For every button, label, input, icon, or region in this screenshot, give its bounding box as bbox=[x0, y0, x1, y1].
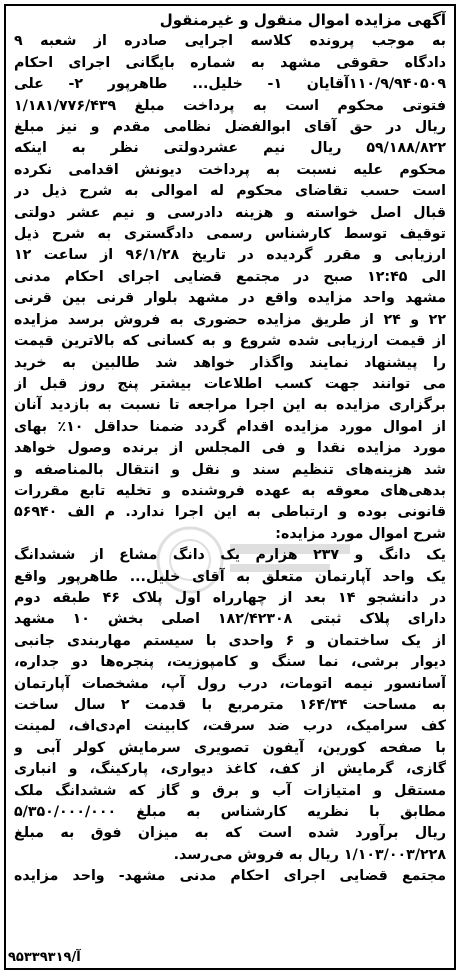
notice-signature: مجتمع قضایی اجرای احکام مدنی مشهد- واحد مزایده bbox=[14, 868, 446, 885]
auction-notice bbox=[4, 4, 456, 970]
notice-line: در دانشجو ۱۴ بعد از چهارراه اول پلاک ۴۶ طبقه دوم bbox=[14, 589, 446, 606]
notice-line: ۲۲ و ۲۴ از طریق مزایده حضوری به فروش برسد مزایده bbox=[14, 311, 446, 328]
notice-line: شد هزینه‌های تنظیم سند و نقل و انتقال بالمناصفه و bbox=[14, 461, 446, 478]
notice-line: آسانسور نیمه اتومات، درب رول آپ، مشخصات آپارتمان bbox=[14, 675, 446, 692]
notice-line: یک واحد آپارتمان متعلق به آقای خلیل... طاهرپور واقع bbox=[14, 568, 446, 585]
notice-title: آگهی مزایده اموال منقول و غیرمنقول bbox=[159, 11, 446, 29]
notice-line: از قیمت ارزیابی شده شروع و به کسانی که بالاترین قیمت bbox=[14, 333, 446, 350]
notice-line: مطابق با نظریه کارشناس به مبلغ ۵/۳۵۰/۰۰۰/۰۰۰ bbox=[14, 804, 446, 821]
notice-line: بدهی‌های معوقه به عهده فروشنده و تخلیه تابع مقررات bbox=[14, 482, 446, 499]
notice-line: با صفحه کورین، آیفون تصویری سرمایش کولر آبی و bbox=[14, 739, 446, 756]
notice-line: الی ۱۲:۴۵ صبح در مجتمع قضایی اجرای احکام مدنی bbox=[14, 268, 446, 285]
notice-line: از یک ساختمان و ۶ واحدی با سیستم مهاربندی جانبی bbox=[14, 632, 446, 649]
notice-line: برگزاری مزایده به این اجرا مراجعه تا نسبت به بازدید آنان bbox=[14, 397, 446, 414]
notice-code: آ/۹۵۳۳۹۳۱۹ bbox=[8, 950, 81, 965]
property-description-heading: شرح اموال مورد مزایده: bbox=[275, 525, 446, 542]
notice-line: از اموال مورد مزایده اقدام گردد ضمنا حداقل ۱۰٪ بهای bbox=[14, 418, 446, 435]
notice-line: مستقل و امتیازات آب و برق و گاز که ششدانگ ملک bbox=[14, 782, 446, 799]
notice-line: ۱/۱۰۳/۰۰۳/۲۲۸ ریال به فروش می‌رسد. bbox=[173, 846, 446, 863]
notice-line: توقیف توسط کارشناس رسمی دادگستری به شرح ذیل bbox=[14, 226, 446, 243]
notice-line: ۱۱۰/۹/۹۴۰۵۰۹آقایان ۱- خلیل... طاهرپور ۲- علی bbox=[14, 76, 446, 93]
notice-line: ریال در حق آقای ابوالفضل نظامی مقدم و نیز مبلغ bbox=[14, 119, 446, 136]
notice-line: است حسب تقاضای محکوم له اموالی به شرح ذیل در bbox=[14, 183, 446, 200]
notice-line: دیوار برشی، نما سنگ و کامپوزیت، پنجره‌ها دو جداره، bbox=[14, 654, 446, 671]
notice-line: را پیشنهاد نمایند واگذار خواهد شد طالبین به خرید bbox=[14, 354, 446, 371]
notice-line: محکوم علیه نسبت به پرداخت دیونش اقدامی نکرده bbox=[14, 161, 446, 178]
notice-line: می توانند جهت کسب اطلاعات بیشتر پنج روز قبل از bbox=[14, 375, 446, 392]
notice-line: فتوتی محکوم است به پرداخت مبلغ ۱/۱۸۱/۷۷۶/۴۳۹ bbox=[14, 97, 446, 114]
notice-line: مشهد واحد مزایده واقع در مشهد بلوار قرنی بین قرنی bbox=[14, 290, 446, 307]
notice-line: ریال برآورد شده است که به میزان فوق به مبلغ bbox=[14, 825, 446, 842]
notice-line: قانونی بوده و ارتباطی به این اجرا ندارد. م الف ۵۶۹۴۰ bbox=[14, 504, 446, 521]
notice-line: قبال اصل خواسته و هزینه دادرسی و نیم عشر دولتی bbox=[14, 204, 446, 221]
notice-line: کف سرامیک، درب ضد سرقت، کابینت ام‌دی‌اف، لمینت bbox=[14, 718, 446, 735]
notice-line: ارزیابی و مقرر گردیده در تاریخ ۹۶/۱/۲۸ از ساعت ۱۲ bbox=[14, 247, 446, 264]
notice-line: مورد مزایده نقدا و فی المجلس از برنده وصول خواهد bbox=[14, 440, 446, 457]
notice-line: دادگاه حقوقی مشهد به شماره بایگانی اجرای احکام bbox=[14, 54, 446, 71]
notice-line: به مساحت ۱۶۴/۳۴ مترمربع با قدمت ۲ سال ساخت bbox=[14, 697, 446, 713]
notice-line: دارای پلاک ثبتی ۱۸۲/۴۲۳۰۸ اصلی بخش ۱۰ مشهد bbox=[14, 611, 446, 628]
notice-line: یک دانگ و ۲۳۷ هزارم یک دانگ مشاع از ششدانگ bbox=[14, 547, 446, 564]
notice-line: ۵۹/۱۸۸/۸۲۲ ریال نیم عشردولتی نظر به اینکه bbox=[14, 140, 446, 157]
notice-line: گازی، گرمایش از کف، کاغذ دیواری، پارکینگ، و انباری bbox=[14, 761, 446, 778]
notice-line: به موجب پرونده کلاسه اجرایی صادره از شعبه ۹ bbox=[14, 33, 446, 50]
